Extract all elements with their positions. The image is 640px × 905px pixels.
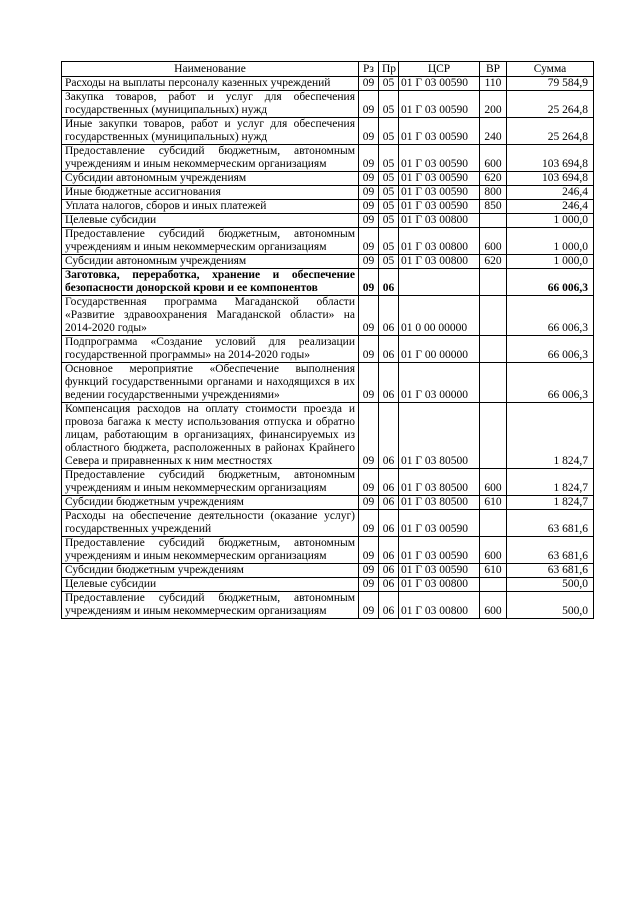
row-csr: 01 Г 03 00590 [399, 564, 480, 578]
row-csr: 01 Г 03 00590 [399, 91, 480, 118]
row-pr: 06 [379, 592, 399, 619]
table-row [62, 118, 594, 145]
row-name: Заготовка, переработка, хранение и обеспечение безопасности донорской крови и ее компонентов [62, 269, 359, 296]
row-sum: 66 006,3 [507, 296, 594, 336]
row-pr: 06 [379, 510, 399, 537]
row-rz: 09 [359, 91, 379, 118]
row-name: Целевые субсидии [62, 578, 359, 592]
row-vr [480, 363, 507, 403]
row-name: Предоставление субсидий бюджетным, автономным учреждениям и иным некоммерческим организациям [62, 592, 359, 619]
row-rz: 09 [359, 186, 379, 200]
row-rz: 09 [359, 496, 379, 510]
table-row [62, 336, 594, 363]
table-row [62, 403, 594, 469]
row-vr: 800 [480, 186, 507, 200]
row-sum: 1 000,0 [507, 255, 594, 269]
row-vr [480, 214, 507, 228]
row-csr: 01 Г 03 80500 [399, 403, 480, 469]
table-row [62, 510, 594, 537]
row-rz: 09 [359, 469, 379, 496]
row-sum: 1 824,7 [507, 496, 594, 510]
row-sum: 79 584,9 [507, 77, 594, 91]
row-sum: 66 006,3 [507, 269, 594, 296]
row-rz: 09 [359, 77, 379, 91]
row-name: Иные бюджетные ассигнования [62, 186, 359, 200]
row-rz: 09 [359, 296, 379, 336]
row-csr: 01 Г 03 00800 [399, 214, 480, 228]
row-vr [480, 336, 507, 363]
header-sum: Сумма [507, 62, 594, 77]
row-sum: 1 000,0 [507, 214, 594, 228]
row-sum: 500,0 [507, 592, 594, 619]
table-row [62, 564, 594, 578]
row-name: Целевые субсидии [62, 214, 359, 228]
row-name: Субсидии бюджетным учреждениям [62, 496, 359, 510]
row-sum: 1 824,7 [507, 469, 594, 496]
row-pr: 06 [379, 403, 399, 469]
row-rz: 09 [359, 336, 379, 363]
row-vr [480, 269, 507, 296]
row-pr: 05 [379, 214, 399, 228]
row-pr: 06 [379, 537, 399, 564]
row-csr: 01 Г 03 00000 [399, 363, 480, 403]
row-vr: 240 [480, 118, 507, 145]
row-pr: 05 [379, 172, 399, 186]
row-pr: 05 [379, 91, 399, 118]
row-name: Расходы на обеспечение деятельности (оказание услуг) государственных учреждений [62, 510, 359, 537]
row-csr: 01 Г 03 00590 [399, 537, 480, 564]
row-csr: 01 Г 03 00590 [399, 510, 480, 537]
row-sum: 66 006,3 [507, 363, 594, 403]
row-rz: 09 [359, 255, 379, 269]
row-csr: 01 0 00 00000 [399, 296, 480, 336]
row-pr: 05 [379, 200, 399, 214]
row-name: Государственная программа Магаданской области «Развитие здравоохранения Магаданской области» на 2014-2020 годы» [62, 296, 359, 336]
header-csr: ЦСР [399, 62, 480, 77]
row-vr: 110 [480, 77, 507, 91]
table-header-row [62, 62, 594, 77]
row-csr: 01 Г 03 00800 [399, 592, 480, 619]
row-sum: 66 006,3 [507, 336, 594, 363]
row-rz: 09 [359, 564, 379, 578]
row-csr: 01 Г 03 00800 [399, 228, 480, 255]
row-name: Подпрограмма «Создание условий для реализации государственной программы» на 2014-2020 годы» [62, 336, 359, 363]
row-vr: 600 [480, 469, 507, 496]
row-sum: 63 681,6 [507, 510, 594, 537]
row-name: Предоставление субсидий бюджетным, автономным учреждениям и иным некоммерческим организациям [62, 469, 359, 496]
row-pr: 06 [379, 296, 399, 336]
row-sum: 25 264,8 [507, 118, 594, 145]
row-pr: 06 [379, 564, 399, 578]
row-name: Субсидии бюджетным учреждениям [62, 564, 359, 578]
row-name: Закупка товаров, работ и услуг для обеспечения государственных (муниципальных) нужд [62, 91, 359, 118]
row-sum: 103 694,8 [507, 145, 594, 172]
table-row [62, 496, 594, 510]
table-row [62, 186, 594, 200]
row-sum: 1 000,0 [507, 228, 594, 255]
table-row [62, 228, 594, 255]
row-pr: 06 [379, 363, 399, 403]
table-row [62, 578, 594, 592]
table-row [62, 145, 594, 172]
row-sum: 63 681,6 [507, 564, 594, 578]
row-rz: 09 [359, 118, 379, 145]
row-sum: 246,4 [507, 186, 594, 200]
row-csr: 01 Г 03 00590 [399, 77, 480, 91]
row-sum: 103 694,8 [507, 172, 594, 186]
row-csr: 01 Г 03 80500 [399, 469, 480, 496]
row-name: Уплата налогов, сборов и иных платежей [62, 200, 359, 214]
table-row [62, 214, 594, 228]
row-name: Компенсация расходов на оплату стоимости проезда и провоза багажа к месту использования отпуска и обратно лицам, работающим в организациях, финансируемых из областного бюджета, расположенных в районах Крайнего Севера и приравненных к ним местностях [62, 403, 359, 469]
row-name: Субсидии автономным учреждениям [62, 255, 359, 269]
table-row [62, 255, 594, 269]
row-rz: 09 [359, 510, 379, 537]
row-vr: 610 [480, 496, 507, 510]
budget-table [61, 61, 594, 619]
row-vr: 600 [480, 145, 507, 172]
row-pr: 05 [379, 77, 399, 91]
row-vr [480, 510, 507, 537]
row-csr: 01 Г 03 80500 [399, 496, 480, 510]
row-vr [480, 296, 507, 336]
row-rz: 09 [359, 363, 379, 403]
row-vr: 610 [480, 564, 507, 578]
row-csr: 01 Г 03 00590 [399, 172, 480, 186]
table-row [62, 91, 594, 118]
row-rz: 09 [359, 403, 379, 469]
row-name: Иные закупки товаров, работ и услуг для обеспечения государственных (муниципальных) нужд [62, 118, 359, 145]
row-vr: 600 [480, 228, 507, 255]
row-csr: 01 Г 03 00590 [399, 186, 480, 200]
row-csr: 01 Г 03 00590 [399, 118, 480, 145]
row-name: Расходы на выплаты персоналу казенных учреждений [62, 77, 359, 91]
row-vr: 620 [480, 255, 507, 269]
row-rz: 09 [359, 537, 379, 564]
row-name: Предоставление субсидий бюджетным, автономным учреждениям и иным некоммерческим организациям [62, 228, 359, 255]
row-sum: 500,0 [507, 578, 594, 592]
row-rz: 09 [359, 269, 379, 296]
row-pr: 05 [379, 118, 399, 145]
row-vr [480, 403, 507, 469]
row-vr: 620 [480, 172, 507, 186]
row-vr: 600 [480, 537, 507, 564]
row-pr: 06 [379, 336, 399, 363]
row-rz: 09 [359, 214, 379, 228]
row-rz: 09 [359, 145, 379, 172]
row-csr: 01 Г 00 00000 [399, 336, 480, 363]
row-csr: 01 Г 03 00800 [399, 578, 480, 592]
row-pr: 05 [379, 228, 399, 255]
row-vr: 600 [480, 592, 507, 619]
row-csr: 01 Г 03 00800 [399, 255, 480, 269]
row-csr: 01 Г 03 00590 [399, 145, 480, 172]
header-vr: ВР [480, 62, 507, 77]
table-body [62, 77, 594, 619]
row-sum: 25 264,8 [507, 91, 594, 118]
header-pr: Пр [379, 62, 399, 77]
row-name: Предоставление субсидий бюджетным, автономным учреждениям и иным некоммерческим организациям [62, 145, 359, 172]
row-rz: 09 [359, 228, 379, 255]
row-sum: 246,4 [507, 200, 594, 214]
row-rz: 09 [359, 592, 379, 619]
row-csr: 01 Г 03 00590 [399, 200, 480, 214]
row-sum: 1 824,7 [507, 403, 594, 469]
header-name: Наименование [62, 62, 359, 77]
table-row [62, 469, 594, 496]
row-name: Основное мероприятие «Обеспечение выполнения функций государственными органами и находящихся в их ведении государственными учреждениями» [62, 363, 359, 403]
row-rz: 09 [359, 172, 379, 186]
row-sum: 63 681,6 [507, 537, 594, 564]
row-csr [399, 269, 480, 296]
row-rz: 09 [359, 200, 379, 214]
row-name: Субсидии автономным учреждениям [62, 172, 359, 186]
table-row [62, 296, 594, 336]
row-name: Предоставление субсидий бюджетным, автономным учреждениям и иным некоммерческим организациям [62, 537, 359, 564]
table-row [62, 363, 594, 403]
row-rz: 09 [359, 578, 379, 592]
row-pr: 06 [379, 269, 399, 296]
header-rz: Рз [359, 62, 379, 77]
row-pr: 06 [379, 469, 399, 496]
row-pr: 06 [379, 496, 399, 510]
table-row [62, 200, 594, 214]
row-vr [480, 578, 507, 592]
table-row [62, 269, 594, 296]
table-row [62, 77, 594, 91]
table-row [62, 537, 594, 564]
row-pr: 06 [379, 578, 399, 592]
row-vr: 200 [480, 91, 507, 118]
table-row [62, 592, 594, 619]
table-row [62, 172, 594, 186]
row-pr: 05 [379, 145, 399, 172]
row-vr: 850 [480, 200, 507, 214]
row-pr: 05 [379, 186, 399, 200]
row-pr: 05 [379, 255, 399, 269]
